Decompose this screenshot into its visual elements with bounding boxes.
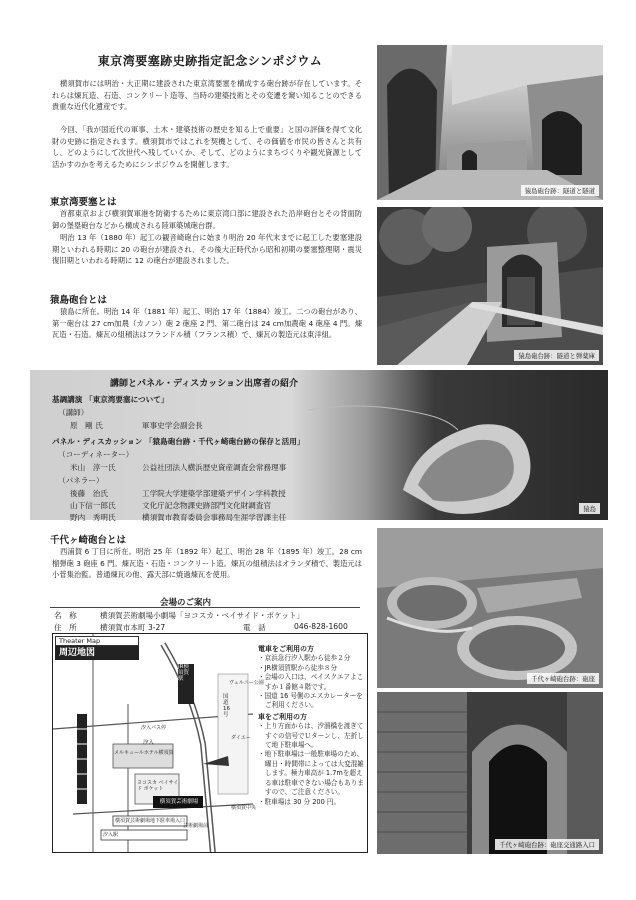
lecturer-role: （講師） <box>58 408 89 417</box>
venue-address: 横須賀市本町 3-27 <box>100 623 166 632</box>
access-car-item: ・上り方面からは、汐溜橋を渡ぎてすぐの信号でＵターンし、左折して地下駐車場へ。 <box>258 722 364 750</box>
map-label-theater-front: 芸術劇場前 <box>183 823 209 829</box>
access-train-item: ・JR横須賀駅から徒歩８分 <box>258 663 338 672</box>
photo-caption: 千代ヶ崎砲台跡：砲座交通路入口 <box>495 839 599 850</box>
access-info <box>258 643 364 807</box>
venue-tel-label: 電 話 <box>243 623 266 632</box>
map-label-route16: 国道16号 <box>223 694 230 718</box>
photo-caption: 猿島砲台跡：隧道と弾薬庫 <box>514 350 599 361</box>
panelist-name: 山下信一郎氏 <box>70 501 116 510</box>
panelist-affiliation: 横須賀市教育委員会事務局生涯学習課主任 <box>142 513 287 522</box>
photo-chiyogasaki-entrance <box>377 692 603 854</box>
coordinator-role: （コーディネーター） <box>58 450 134 459</box>
lecturer-name: 原 剛 氏 <box>70 421 103 430</box>
section1-paragraph-1: 首都東京および横須賀軍港を防衛するために東京湾口部に建設された沿岸砲台とその背面防御の堡塁砲台などから構成される陸軍築城砲台群。 <box>52 209 362 230</box>
venue-divider <box>50 607 360 608</box>
access-train-heading: 電車をご利用の方 <box>258 645 314 653</box>
lecturer-affiliation: 軍事史学会副会長 <box>142 421 203 430</box>
map-label-verny: ヴェルニー公園 <box>229 680 264 686</box>
panelist-affiliation: 工学院大学建築学部建築デザイン学科教授 <box>142 489 286 498</box>
map-label-bay: ヨコスカ ベイサイド ポケット <box>137 780 179 792</box>
section-heading-sarushima: 猿島砲台とは <box>50 295 108 306</box>
lecture-label: 基調講演 「東京湾要塞について」 <box>52 395 169 404</box>
speakers-title: 講師とパネル・ディスカッション出席者の紹介 <box>110 379 299 389</box>
access-car-item: ・地下駐車場は一般駐車場のため、曜日・時間帯によっては大変混雑します。極力車高が 1.7mを超える車は駐車できない場合もありますので、ご注意ください。 <box>258 750 364 797</box>
access-train-item: ・国道 16 号側のエスカレーターをご利用ください。 <box>258 692 363 710</box>
map-label-parking: 横須賀芸術劇場地下駐車場入口 <box>115 818 186 824</box>
venue-address-label: 住 所 <box>54 623 77 632</box>
map-label-chuo: 横須賀中央 <box>231 805 257 811</box>
panelist-name: 野内 秀明氏 <box>70 513 116 522</box>
intro-paragraph-1: 横須賀市には明治・大正期に建設された東京湾要塞を構成する砲台跡が存在しています。それらは煉瓦造、石造、コンクリート造等、当時の建築技術とその変遷を窺い知ることのできる貴重な近代化遺産です。 <box>52 79 362 112</box>
map-label-jr: JR横須賀駅 <box>178 664 190 682</box>
map-label-station: 京急汐入駅 <box>72 730 78 760</box>
access-train-item: ・会場の入口は、ベイスクエアよこすか１番館４階です。 <box>258 673 364 691</box>
map-label-shioiri: 汐入 <box>143 740 155 746</box>
access-car-item: ・駐車場は 30 分 200 円。 <box>258 797 341 806</box>
panelist-name: 後藤 治氏 <box>70 489 108 498</box>
intro-paragraph-2: 今回、「我が国近代の軍事、土木・建築技術の歴史を知る上で重要」と国の評価を得て文化財の史跡に指定されます。横須賀市ではこれを契機として、その価値を市民の皆さんと共有し、どのようにして次世代へ残していくか、そして、どのようにまちづくりや観光資源として活かすのかを考えるためにシンポジウムを開催します。 <box>52 125 362 169</box>
photo-chiyogasaki-battery <box>377 528 603 688</box>
venue-title: 会場のご案内 <box>160 598 212 608</box>
section-heading-tokyo-bay-fortress: 東京湾要塞とは <box>50 197 117 208</box>
photo-caption: 猿島 <box>579 503 600 514</box>
map-en-title: Theater Map <box>55 636 139 646</box>
map-label-busstop2: 汐入バス停 <box>141 725 167 731</box>
coordinator-name: 米山 淳一氏 <box>70 463 116 472</box>
venue-name: 横須賀芸術劇場小劇場「ヨコスカ・ベイサイド・ポケット」 <box>100 611 305 620</box>
venue-tel: 046-828-1600 <box>294 622 348 631</box>
coordinator-affiliation: 公益社団法人横浜歴史資産調査会常務理事 <box>142 463 287 472</box>
access-car-heading: 車をご利用の方 <box>258 712 307 721</box>
panel-label: パネル・ディスカッション 「猿島砲台跡・千代ヶ崎砲台跡の保存と活用」 <box>52 437 305 446</box>
panelist-role: （パネラー） <box>58 476 104 485</box>
map-label-daiei: ダイエー <box>231 735 251 741</box>
map-label-busstop: 汐入駅 <box>103 832 119 838</box>
photo-sarushima-magazine <box>377 207 603 365</box>
panelist-affiliation: 文化庁記念物課史跡部門文化財調査官 <box>142 501 272 510</box>
photo-caption: 千代ヶ崎砲台跡：砲座 <box>527 673 599 684</box>
map-jp-title: 周辺地図 <box>55 646 139 660</box>
photo-sarushima-tunnel <box>377 45 603 200</box>
photo-caption: 猿島砲台跡：隧道と隧道 <box>521 185 599 196</box>
section1-paragraph-2: 明治 13 年（1880 年）起工の観音崎砲台に始まり明治 20 年代末までに起工した要塞建設期といわれる時期に 20 の砲台が建設され、その後大正時代から昭和初期の要塞整理期・震災復旧期といわれる時期に 12 の砲台が建設されました。 <box>52 233 362 266</box>
map-label-hotel: メルキュールホテル横須賀 <box>114 750 174 756</box>
venue-name-label: 名 称 <box>54 611 77 620</box>
access-train-item: ・京浜急行汐入駅から徒歩２分 <box>258 654 351 663</box>
section2-paragraph-1: 猿島に所在。明治 14 年（1881 年）起工、明治 17 年（1884）竣工。二つの砲台があり、第一砲台は 27 cm加農（カノン）砲 2 砲座 2 門、第二砲台は 24 cm加農砲 4 砲座 4 門。煉瓦造・石造。煉瓦の組積法はフランドル積（フランス積）で、煉瓦の製造元は東洋組。 <box>52 307 362 340</box>
map-label-theater: 横須賀芸術劇場 <box>159 799 199 805</box>
section-heading-chiyogasaki: 千代ヶ崎砲台とは <box>50 535 127 546</box>
page-title: 東京湾要塞跡史跡指定記念シンポジウム <box>97 54 323 68</box>
section3-paragraph-1: 西浦賀 6 丁目に所在。明治 25 年（1892 年）起工、明治 28 年（1895 年）竣工。28 cm榴弾砲 3 砲座 6 門。煉瓦造・石造・コンクリート造。煉瓦の組積法はオランダ積で、製造元は小菅集治監。普通煉瓦の他、露天部に焼過煉瓦を使用。 <box>52 547 362 580</box>
